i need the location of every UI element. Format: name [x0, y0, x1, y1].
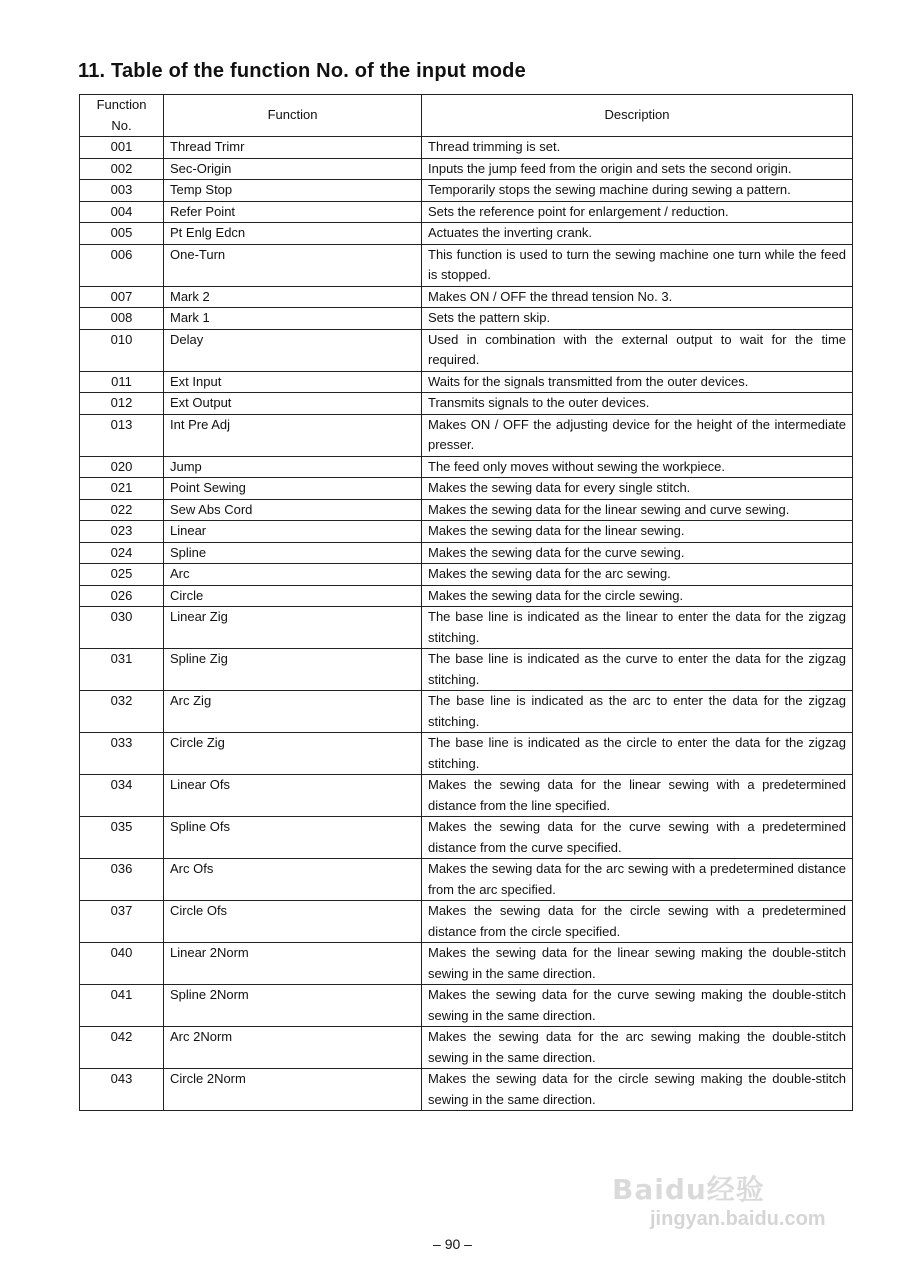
description-cell: Sets the pattern skip.	[422, 308, 853, 330]
description-cell: Inputs the jump feed from the origin and sets the second origin.	[422, 158, 853, 180]
table-header-row	[80, 95, 853, 137]
function-name-cell: Spline Zig	[164, 649, 422, 691]
description-cell: Waits for the signals transmitted from the outer devices.	[422, 371, 853, 393]
function-name-cell: Mark 2	[164, 286, 422, 308]
description-cell: Makes the sewing data for the linear sewing with a predetermined distance from the line specified.	[422, 775, 853, 817]
description-cell: Sets the reference point for enlargement / reduction.	[422, 201, 853, 223]
table-row	[80, 371, 853, 393]
header-function-no: Function No.	[80, 95, 164, 137]
function-no-cell: 036	[80, 859, 164, 901]
function-name-cell: Linear 2Norm	[164, 943, 422, 985]
function-no-cell: 004	[80, 201, 164, 223]
description-cell: Makes the sewing data for the linear sewing and curve sewing.	[422, 499, 853, 521]
function-no-cell: 012	[80, 393, 164, 415]
function-name-cell: Ext Input	[164, 371, 422, 393]
function-name-cell: Linear Zig	[164, 607, 422, 649]
function-name-cell: Refer Point	[164, 201, 422, 223]
description-cell: The feed only moves without sewing the workpiece.	[422, 456, 853, 478]
function-no-cell: 020	[80, 456, 164, 478]
table-row	[80, 817, 853, 859]
description-cell: The base line is indicated as the circle to enter the data for the zigzag stitching.	[422, 733, 853, 775]
description-cell: Makes the sewing data for the arc sewing with a predetermined distance from the arc specified.	[422, 859, 853, 901]
function-no-cell: 008	[80, 308, 164, 330]
function-name-cell: Arc	[164, 564, 422, 586]
function-no-cell: 024	[80, 542, 164, 564]
description-cell: The base line is indicated as the linear to enter the data for the zigzag stitching.	[422, 607, 853, 649]
table-row	[80, 1069, 853, 1111]
description-cell: Thread trimming is set.	[422, 137, 853, 159]
table-row	[80, 244, 853, 286]
function-name-cell: Linear	[164, 521, 422, 543]
function-name-cell: Delay	[164, 329, 422, 371]
watermark-url: jingyan.baidu.com	[650, 1208, 826, 1230]
function-name-cell: Spline 2Norm	[164, 985, 422, 1027]
function-no-cell: 013	[80, 414, 164, 456]
header-function: Function	[164, 95, 422, 137]
table-row	[80, 564, 853, 586]
function-name-cell: Int Pre Adj	[164, 414, 422, 456]
header-description: Description	[422, 95, 853, 137]
function-name-cell: Jump	[164, 456, 422, 478]
function-no-cell: 006	[80, 244, 164, 286]
description-cell: Makes the sewing data for the circle sewing.	[422, 585, 853, 607]
table-row	[80, 985, 853, 1027]
function-name-cell: Circle 2Norm	[164, 1069, 422, 1111]
function-no-cell: 023	[80, 521, 164, 543]
table-row	[80, 901, 853, 943]
function-name-cell: Ext Output	[164, 393, 422, 415]
function-name-cell: Spline	[164, 542, 422, 564]
function-no-cell: 025	[80, 564, 164, 586]
page-number: – 90 –	[433, 1236, 472, 1252]
function-no-cell: 021	[80, 478, 164, 500]
description-cell: Makes the sewing data for the linear sewing making the double-stitch sewing in the same direction.	[422, 943, 853, 985]
function-no-cell: 033	[80, 733, 164, 775]
table-row	[80, 414, 853, 456]
table-row	[80, 1027, 853, 1069]
table-body	[80, 137, 853, 1111]
function-no-cell: 032	[80, 691, 164, 733]
table-row	[80, 649, 853, 691]
table-row	[80, 329, 853, 371]
function-name-cell: Sec-Origin	[164, 158, 422, 180]
table-row	[80, 286, 853, 308]
table-row	[80, 478, 853, 500]
function-name-cell: Mark 1	[164, 308, 422, 330]
table-row	[80, 158, 853, 180]
function-no-cell: 034	[80, 775, 164, 817]
function-no-cell: 031	[80, 649, 164, 691]
function-no-cell: 037	[80, 901, 164, 943]
function-name-cell: Sew Abs Cord	[164, 499, 422, 521]
function-no-cell: 041	[80, 985, 164, 1027]
description-cell: The base line is indicated as the arc to enter the data for the zigzag stitching.	[422, 691, 853, 733]
description-cell: Makes the sewing data for the arc sewing making the double-stitch sewing in the same direction.	[422, 1027, 853, 1069]
function-no-cell: 022	[80, 499, 164, 521]
function-no-cell: 042	[80, 1027, 164, 1069]
function-no-cell: 040	[80, 943, 164, 985]
function-no-cell: 043	[80, 1069, 164, 1111]
function-name-cell: Point Sewing	[164, 478, 422, 500]
description-cell: Makes the sewing data for the curve sewing.	[422, 542, 853, 564]
description-cell: Used in combination with the external output to wait for the time required.	[422, 329, 853, 371]
function-name-cell: Pt Enlg Edcn	[164, 223, 422, 245]
table-row	[80, 201, 853, 223]
description-cell: The base line is indicated as the curve to enter the data for the zigzag stitching.	[422, 649, 853, 691]
description-cell: Actuates the inverting crank.	[422, 223, 853, 245]
function-name-cell: One-Turn	[164, 244, 422, 286]
page-title: 11. Table of the function No. of the input mode	[78, 60, 526, 82]
description-cell: Makes the sewing data for the circle sewing with a predetermined distance from the circle specified.	[422, 901, 853, 943]
table-row	[80, 943, 853, 985]
function-no-cell: 010	[80, 329, 164, 371]
function-name-cell: Circle Ofs	[164, 901, 422, 943]
table-row	[80, 607, 853, 649]
table-row	[80, 691, 853, 733]
function-name-cell: Thread Trimr	[164, 137, 422, 159]
table-row	[80, 393, 853, 415]
description-cell: Makes the sewing data for the arc sewing.	[422, 564, 853, 586]
function-no-cell: 011	[80, 371, 164, 393]
table-row	[80, 775, 853, 817]
description-cell: Transmits signals to the outer devices.	[422, 393, 853, 415]
function-name-cell: Circle	[164, 585, 422, 607]
table-row	[80, 223, 853, 245]
description-cell: Makes the sewing data for the curve sewing with a predetermined distance from the curve specified.	[422, 817, 853, 859]
function-name-cell: Arc 2Norm	[164, 1027, 422, 1069]
table-row	[80, 585, 853, 607]
function-name-cell: Circle Zig	[164, 733, 422, 775]
function-no-cell: 026	[80, 585, 164, 607]
table-row	[80, 733, 853, 775]
description-cell: Makes the sewing data for the linear sewing.	[422, 521, 853, 543]
description-cell: This function is used to turn the sewing machine one turn while the feed is stopped.	[422, 244, 853, 286]
description-cell: Temporarily stops the sewing machine during sewing a pattern.	[422, 180, 853, 202]
function-name-cell: Arc Ofs	[164, 859, 422, 901]
table-row	[80, 859, 853, 901]
table-row	[80, 542, 853, 564]
function-name-cell: Linear Ofs	[164, 775, 422, 817]
description-cell: Makes ON / OFF the adjusting device for the height of the intermediate presser.	[422, 414, 853, 456]
table-row	[80, 499, 853, 521]
function-no-cell: 035	[80, 817, 164, 859]
function-no-cell: 005	[80, 223, 164, 245]
function-name-cell: Temp Stop	[164, 180, 422, 202]
watermark-logo: Baidu经验	[612, 1173, 765, 1206]
table-row	[80, 308, 853, 330]
function-name-cell: Arc Zig	[164, 691, 422, 733]
table-row	[80, 137, 853, 159]
table-row	[80, 521, 853, 543]
description-cell: Makes the sewing data for the curve sewing making the double-stitch sewing in the same direction.	[422, 985, 853, 1027]
description-cell: Makes the sewing data for the circle sewing making the double-stitch sewing in the same direction.	[422, 1069, 853, 1111]
function-no-cell: 002	[80, 158, 164, 180]
function-no-cell: 001	[80, 137, 164, 159]
table-row	[80, 180, 853, 202]
function-no-cell: 030	[80, 607, 164, 649]
description-cell: Makes the sewing data for every single stitch.	[422, 478, 853, 500]
table-row	[80, 456, 853, 478]
description-cell: Makes ON / OFF the thread tension No. 3.	[422, 286, 853, 308]
function-no-cell: 007	[80, 286, 164, 308]
function-no-cell: 003	[80, 180, 164, 202]
function-name-cell: Spline Ofs	[164, 817, 422, 859]
function-table	[79, 94, 853, 1111]
